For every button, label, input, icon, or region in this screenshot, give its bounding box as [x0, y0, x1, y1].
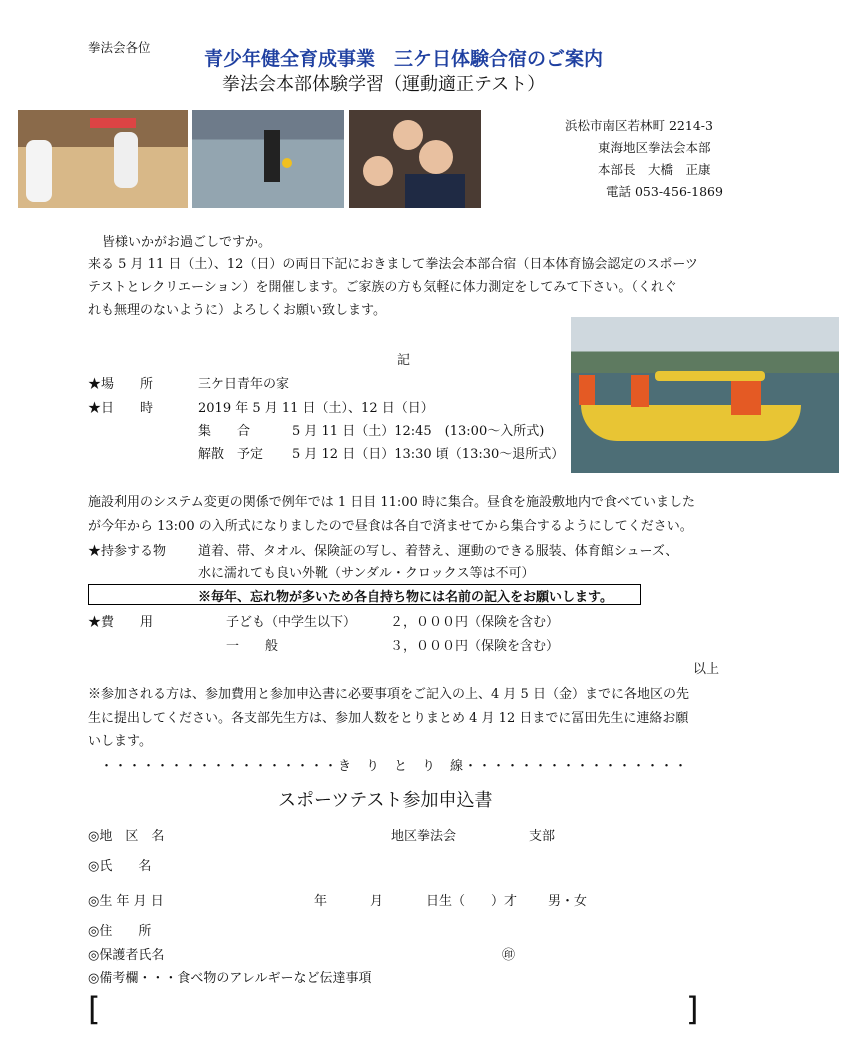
fee-child-label: 子ども（中学生以下） — [226, 615, 357, 630]
sender-head: 本部長 大橋 正康 — [598, 162, 711, 177]
bracket-close: ] — [686, 990, 699, 1028]
addressee: 拳法会各位 — [88, 40, 151, 55]
karate-photo — [18, 110, 188, 208]
gender-label: 男・女 — [548, 894, 588, 909]
river-photo — [192, 110, 344, 208]
fee-child-value: ２，０００円（保険を含む） — [390, 615, 560, 630]
place-value: 三ケ日青年の家 — [198, 377, 290, 392]
day-age-label: 日生（ ）才 — [426, 894, 518, 909]
fees-label: ★費 用 — [88, 615, 154, 630]
items-line-2: 水に濡れても良い外靴（サンダル・クロックス等は不可） — [198, 566, 535, 581]
sender-phone: 電話 053-456-1869 — [606, 184, 723, 199]
items-boxed-note: ※毎年、忘れ物が多いため各自持ち物には名前の記入をお願いします。 — [198, 590, 613, 605]
date-label: ★日 時 — [88, 401, 154, 416]
cut-line: ・・・・・・・・・・・・・・・・・き り と り 線・・・・・・・・・・・・・・・・ — [100, 759, 689, 774]
year-label: 年 — [314, 894, 328, 909]
name-label: ◎氏 名 — [88, 859, 152, 874]
intro-line-2: テストとレクリエーション）を開催します。ご家族の方も気軽に体力測定をしてみて下さい。（くれぐ — [88, 280, 677, 295]
guardian-label: ◎保護者氏名 — [88, 948, 165, 963]
boat-photo — [571, 317, 839, 473]
date-value: 2019 年 5 月 11 日（土）、12 日（日） — [198, 401, 434, 416]
page-title: 青少年健全育成事業 三ケ日体験合宿のご案内 — [204, 48, 604, 70]
sender-org: 東海地区拳法会本部 — [598, 140, 711, 155]
address-label: ◎住 所 — [88, 924, 152, 939]
remarks-label: ◎備考欄・・・食べ物のアレルギーなど伝達事項 — [88, 971, 372, 986]
notice-line-2: が今年から 13:00 の入所式になりましたので昼食は各自で済ませてから集合するようにしてください。 — [88, 519, 693, 534]
page-subtitle: 拳法会本部体験学習（運動適正テスト） — [222, 74, 546, 95]
intro-line-1: 来る 5 月 11 日（土）、12（日）の両日下記におきまして拳法会本部合宿（日本体育協会認定のスポーツ — [88, 257, 698, 272]
sender-address: 浜松市南区若林町 2214-3 — [565, 118, 713, 133]
dismiss-label: 解散 予定 — [198, 447, 264, 462]
bracket-open: [ — [88, 990, 101, 1028]
seal-mark: ㊞ — [502, 948, 516, 963]
form-title: スポーツテスト参加申込書 — [278, 790, 493, 811]
deadline-line-1: ※参加される方は、参加費用と参加申込書に必要事項をご記入の上、4 月 5 日（金）までに各地区の先 — [88, 687, 689, 702]
deadline-line-3: いします。 — [88, 734, 152, 749]
notice-line-1: 施設利用のシステム変更の関係で例年では 1 日目 11:00 時に集合。昼食を施設敷地内で食べていました — [88, 495, 695, 510]
dismiss-value: 5 月 12 日（日）13:30 頃（13:30～退所式） — [292, 447, 565, 462]
gather-value: 5 月 11 日（土）12:45 (13:00～入所式) — [292, 424, 545, 439]
birth-label: ◎生 年 月 日 — [88, 894, 164, 909]
branch-label: 支部 — [529, 829, 556, 844]
fee-adult-value: ３，０００円（保険を含む） — [390, 639, 560, 654]
greeting: 皆様いかがお過ごしですか。 — [102, 235, 272, 250]
district-label: ◎地 区 名 — [88, 829, 165, 844]
ki-heading: 記 — [397, 353, 411, 368]
intro-line-3: れも無理のないように）よろしくお願い致します。 — [88, 303, 386, 318]
month-label: 月 — [370, 894, 384, 909]
fee-adult-label: 一 般 — [226, 639, 279, 654]
gather-label: 集 合 — [198, 424, 251, 439]
deadline-line-2: 生に提出してください。各支部先生方は、参加人数をとりまとめ 4 月 12 日までに冨田先生に連絡お願 — [88, 711, 689, 726]
dining-photo — [349, 110, 481, 208]
items-label: ★持参する物 — [88, 544, 167, 559]
place-label: ★場 所 — [88, 377, 154, 392]
district-org: 地区拳法会 — [391, 829, 457, 844]
end-mark: 以上 — [693, 662, 720, 677]
items-line-1: 道着、帯、タオル、保険証の写し、着替え、運動のできる服装、体育館シューズ、 — [198, 544, 679, 559]
